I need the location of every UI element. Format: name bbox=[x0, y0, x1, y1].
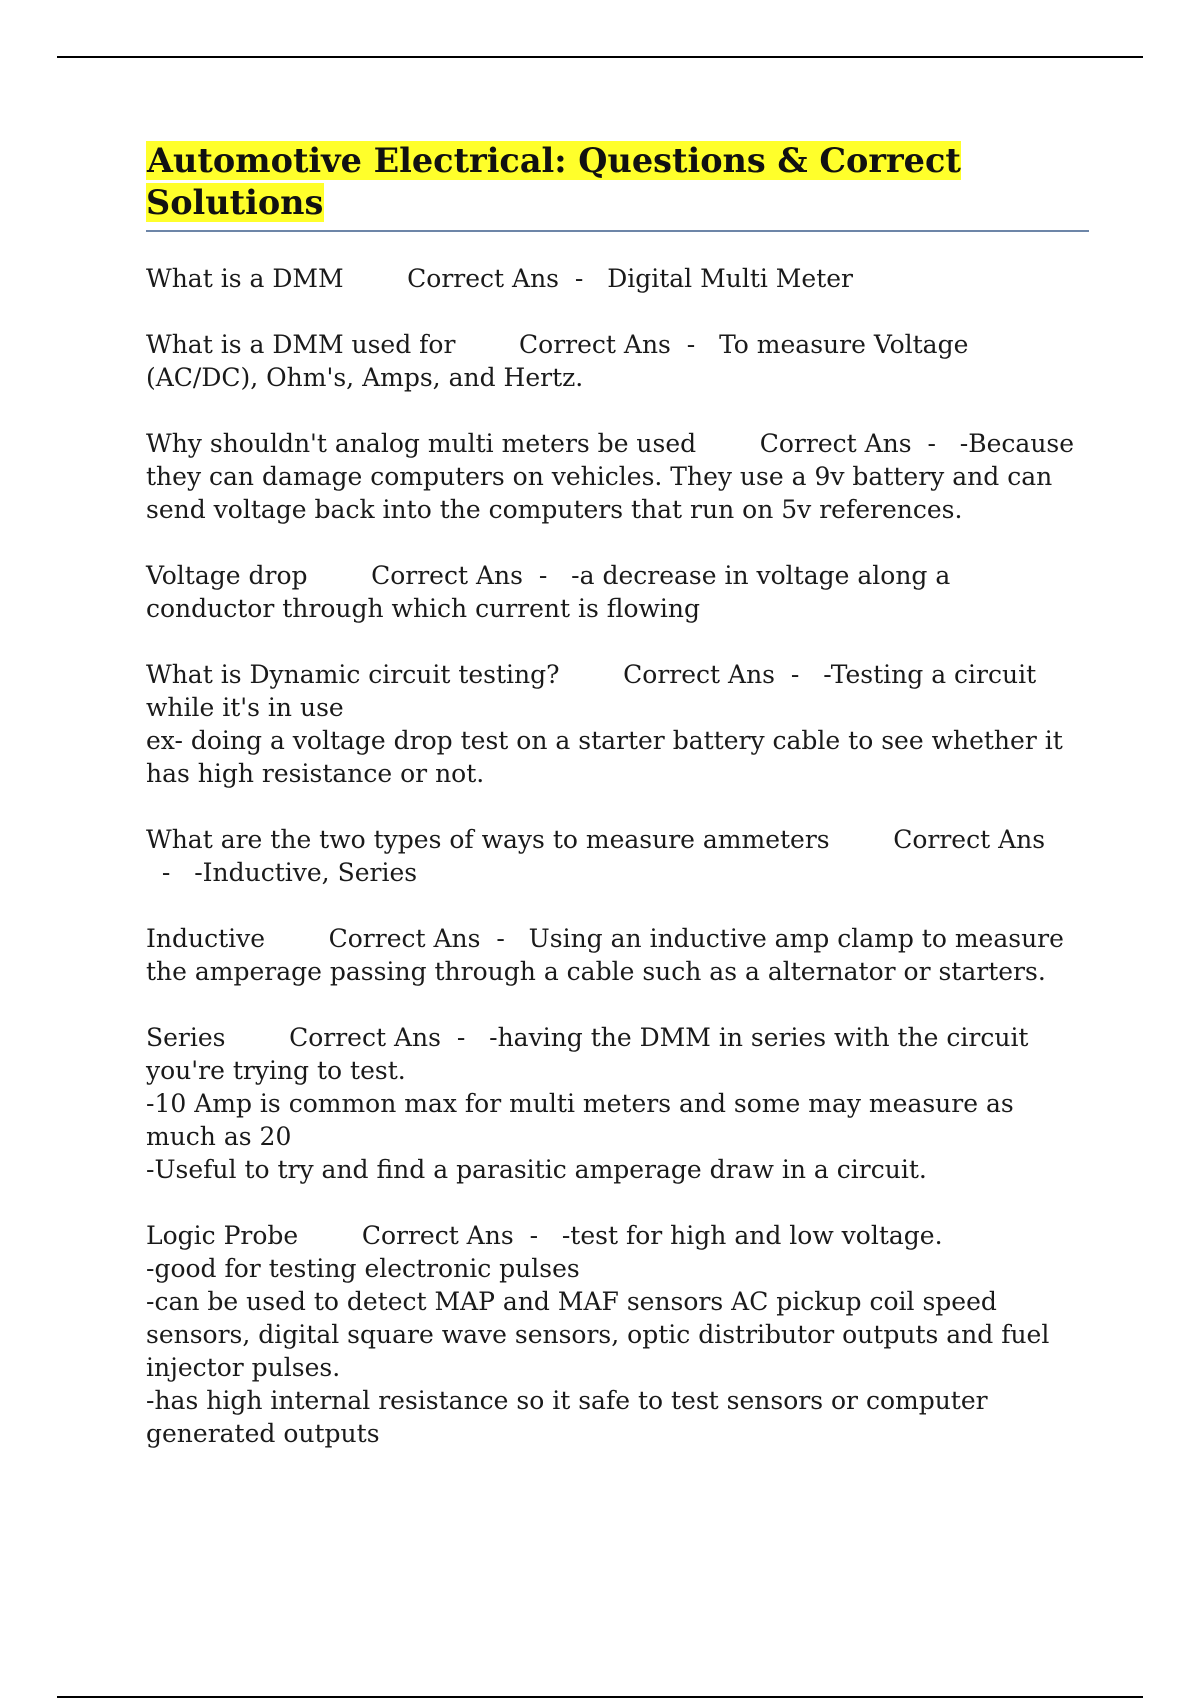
qa-entry: Logic Probe Correct Ans - -test for high and low voltage. -good for testing electronic pulses -can be used to detect MAP and MAF sensors AC pickup coil speed sensors, digital square wave sensors, optic distributor outputs and fuel injector pulses. -has high internal resistance so it safe to test sensors or computer generated outputs bbox=[146, 1219, 1086, 1450]
question-text: What is Dynamic circuit testing? bbox=[146, 659, 560, 689]
answer-text: Digital Multi Meter bbox=[607, 263, 853, 293]
qa-entry: Voltage drop Correct Ans - -a decrease in voltage along a conductor through which current is flowing bbox=[146, 560, 951, 623]
answer-detail-line: -good for testing electronic pulses bbox=[146, 1253, 580, 1283]
answer-text: -test for high and low voltage. bbox=[561, 1220, 943, 1250]
answer-detail-line: -10 Amp is common max for multi meters and some may measure as much as 20 bbox=[146, 1088, 1014, 1151]
answer-label: Correct Ans bbox=[759, 428, 912, 458]
question-text: Logic Probe bbox=[146, 1220, 299, 1250]
document-title: Automotive Electrical: Questions & Correct Solutions bbox=[146, 141, 961, 222]
question-text: What is a DMM used for bbox=[146, 329, 456, 359]
qa-entry: Series Correct Ans - -having the DMM in series with the circuit you're trying to test. -10 Amp is common max for multi meters and some may measure as much as 20 -Useful to try and find a parasitic amperage draw in a circuit. bbox=[146, 1021, 1086, 1186]
qa-entry: Inductive Correct Ans - Using an inductive amp clamp to measure the amperage passing through a cable such as a alternator or starters. bbox=[146, 923, 1064, 986]
answer-detail-line: ex- doing a voltage drop test on a starter battery cable to see whether it has high resistance or not. bbox=[146, 725, 1063, 788]
question-text: Series bbox=[146, 1022, 226, 1052]
answer-detail-line: -has high internal resistance so it safe to test sensors or computer generated outputs bbox=[146, 1385, 988, 1448]
qa-entry: Why shouldn't analog multi meters be used Correct Ans - -Because they can damage computers on vehicles. They use a 9v battery and can send voltage back into the computers that run on 5v references. bbox=[146, 428, 1075, 524]
title-block bbox=[146, 140, 1089, 232]
answer-label: Correct Ans bbox=[407, 263, 559, 293]
answer-text: -Because they can damage computers on vehicles. They use a 9v battery and can send voltage back into the computers that run on 5v references. bbox=[146, 428, 1075, 524]
answer-text: Using an inductive amp clamp to measure the amperage passing through a cable such as a alternator or starters. bbox=[146, 923, 1064, 986]
answer-text: -having the DMM in series with the circuit you're trying to test. bbox=[146, 1022, 1029, 1085]
question-text: What are the two types of ways to measure ammeters bbox=[146, 824, 830, 854]
header-rule bbox=[57, 56, 1143, 58]
qa-entry: What is Dynamic circuit testing? Correct Ans - -Testing a circuit while it's in use ex- doing a voltage drop test on a starter battery cable to see whether it has high resistance or not. bbox=[146, 658, 1086, 790]
qa-entry: What is a DMM Correct Ans - Digital Multi Meter bbox=[146, 263, 853, 293]
answer-label: Correct Ans bbox=[289, 1022, 441, 1052]
answer-label: Correct Ans bbox=[519, 329, 671, 359]
answer-text: To measure Voltage (AC/DC), Ohm's, Amps, and Hertz. bbox=[146, 329, 969, 392]
answer-text: -a decrease in voltage along a conductor through which current is flowing bbox=[146, 560, 951, 623]
qa-entry: What is a DMM used for Correct Ans - To measure Voltage (AC/DC), Ohm's, Amps, and Hertz. bbox=[146, 329, 969, 392]
qa-entry: What are the two types of ways to measure ammeters Correct Ans - -Inductive, Series bbox=[146, 824, 1046, 887]
answer-label: Correct Ans bbox=[328, 923, 481, 953]
question-text: Inductive bbox=[146, 923, 266, 953]
question-text: Voltage drop bbox=[146, 560, 308, 590]
answer-text: -Inductive, Series bbox=[194, 857, 418, 887]
question-text: What is a DMM bbox=[146, 263, 344, 293]
answer-detail-line: -Useful to try and find a parasitic amperage draw in a circuit. bbox=[146, 1154, 927, 1184]
answer-label: Correct Ans bbox=[893, 824, 1046, 854]
answer-text: -Testing a circuit while it's in use bbox=[146, 659, 1037, 722]
footer-rule bbox=[57, 1696, 1143, 1698]
answer-label: Correct Ans bbox=[371, 560, 523, 590]
question-text: Why shouldn't analog multi meters be used bbox=[146, 428, 697, 458]
answer-detail-line: -can be used to detect MAP and MAF sensors AC pickup coil speed sensors, digital square wave sensors, optic distributor outputs and fuel injector pulses. bbox=[146, 1286, 1050, 1382]
answer-label: Correct Ans bbox=[623, 659, 775, 689]
document-body bbox=[146, 140, 1086, 1483]
answer-label: Correct Ans bbox=[361, 1220, 514, 1250]
